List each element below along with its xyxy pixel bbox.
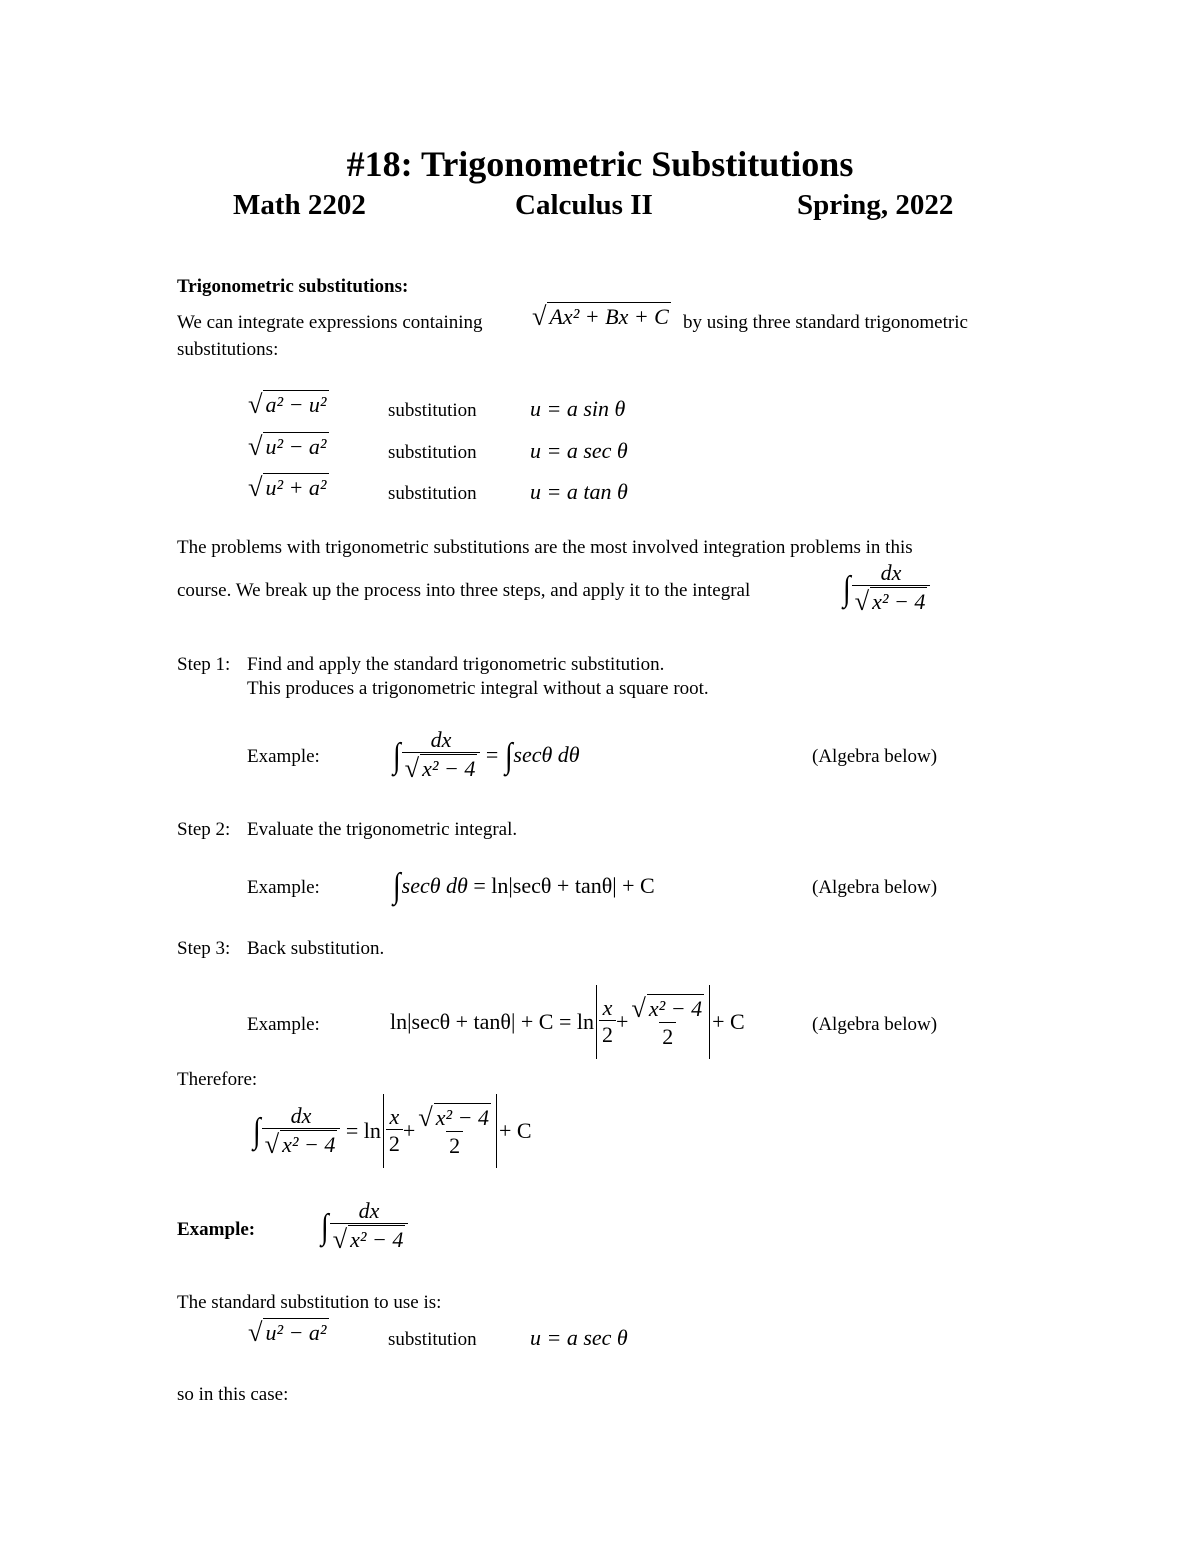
problems-line-1: The problems with trigonometric substitutions are the most involved integration problems in this <box>177 537 913 558</box>
example-sub-rule: u = a sec θ <box>530 1325 628 1350</box>
integral-expression-intro: ∫ dx √ x² − 4 <box>842 560 930 617</box>
intro-text-pre: We can integrate expressions containing <box>177 312 483 333</box>
therefore-equation: ∫ dx √ x² − 4 = ln $\frac{x}{2}$ + √ x² − 4 2 + C <box>252 1094 532 1168</box>
example-sub-word: substitution <box>388 1329 477 1350</box>
sub-word-3: substitution <box>388 483 477 504</box>
problems-line-2: course. We break up the process into three steps, and apply it to the integral <box>177 580 751 601</box>
step-1-note: (Algebra below) <box>812 746 938 767</box>
so-in-this-case: so in this case: <box>177 1384 289 1405</box>
sub-rule-2: u = a sec θ <box>530 438 628 463</box>
step-3-note: (Algebra below) <box>812 1014 938 1035</box>
step-2-note: (Algebra below) <box>812 877 938 898</box>
step-2-equation: ∫ secθ dθ = ln|secθ + tanθ| + C <box>392 866 655 905</box>
section-heading: Trigonometric substitutions: <box>177 276 409 297</box>
therefore-label: Therefore: <box>177 1069 258 1090</box>
sub-radical-3: √ u² + a² <box>248 471 327 502</box>
step-3-label: Step 3: <box>177 938 231 959</box>
intro-text-line2: substitutions: <box>177 339 279 360</box>
sub-radical-2: √ u² − a² <box>248 430 327 461</box>
step-1-line-2: This produces a trigonometric integral without a square root. <box>247 678 709 699</box>
step-3-line-1: Back substitution. <box>247 938 385 959</box>
step-1-line-1: Find and apply the standard trigonometric substitution. <box>247 654 665 675</box>
step-2-example-label: Example: <box>247 877 320 898</box>
sub-word-1: substitution <box>388 400 477 421</box>
example-integral: ∫ dx √ x² − 4 <box>320 1198 408 1255</box>
standard-sub-text: The standard substitution to use is: <box>177 1292 442 1313</box>
course-name: Calculus II <box>515 189 653 221</box>
sub-radical-1: √ a² − u² <box>248 388 327 419</box>
step-1-example-label: Example: <box>247 746 320 767</box>
step-3-example-label: Example: <box>247 1014 320 1035</box>
example-label: Example: <box>177 1219 256 1240</box>
example-radical: √ u² − a² <box>248 1316 327 1347</box>
step-2-label: Step 2: <box>177 819 231 840</box>
sub-rule-1: u = a sin θ <box>530 396 626 421</box>
step-1-label: Step 1: <box>177 654 231 675</box>
step-2-line-1: Evaluate the trigonometric integral. <box>247 819 518 840</box>
term: Spring, 2022 <box>797 189 954 221</box>
quadratic-radical: √ Ax² + Bx + C <box>532 300 669 331</box>
step-1-equation: ∫ dx √ x² − 4 = ∫ secθ dθ <box>392 727 580 784</box>
sub-rule-3: u = a tan θ <box>530 479 628 504</box>
intro-text-post: by using three standard trigonometric <box>683 312 968 333</box>
page-title: #18: Trigonometric Substitutions <box>346 144 854 184</box>
course-number: Math 2202 <box>233 189 366 221</box>
step-3-equation: ln|secθ + tanθ| + C = ln $\frac{x}{2}$ + √ x² − 4 2 + C <box>390 985 745 1059</box>
sub-word-2: substitution <box>388 442 477 463</box>
quadratic-expression: Ax² + Bx + C <box>549 304 669 329</box>
